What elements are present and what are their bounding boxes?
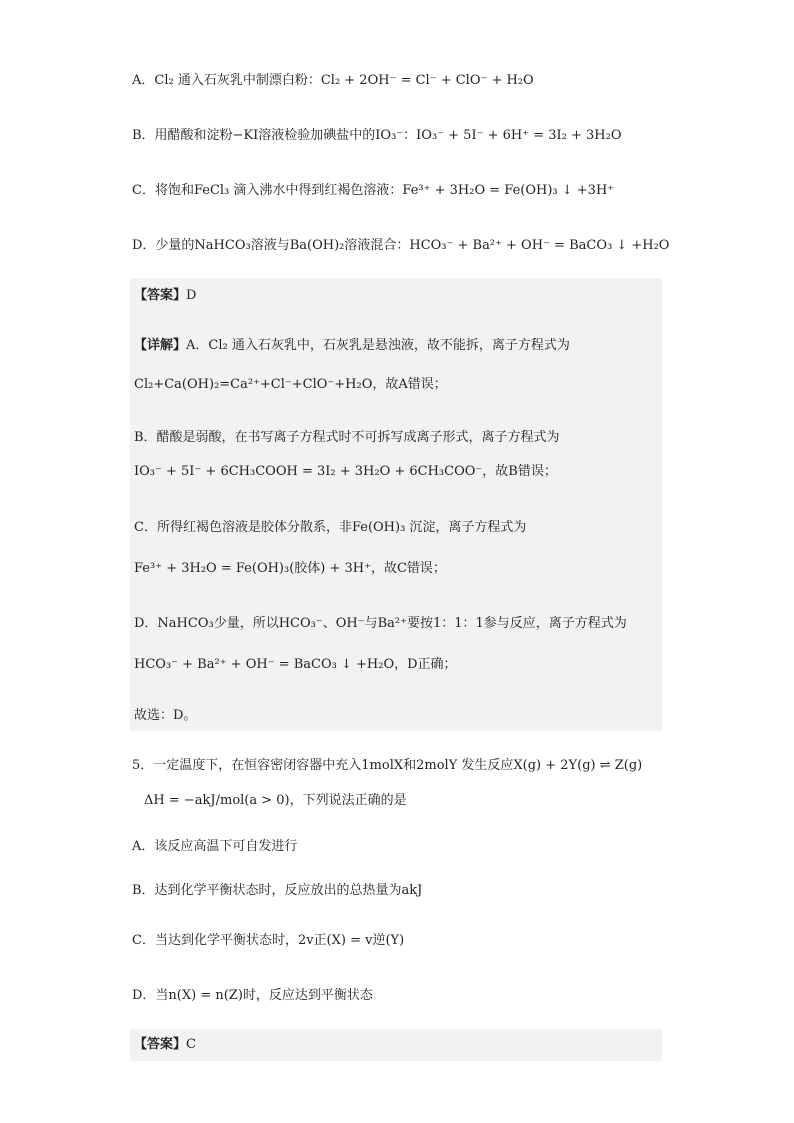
q4-option-a: A．Cl₂ 通入石灰乳中制漂白粉：Cl₂ + 2OH⁻ = Cl⁻ + ClO⁻ + H₂O bbox=[132, 73, 534, 88]
q4-answer-block bbox=[130, 278, 662, 731]
answer-value: C bbox=[186, 1037, 196, 1052]
q4-explanation-d: D．NaHCO₃少量，所以HCO₃⁻、OH⁻与Ba²⁺要按1：1：1参与反应，离子方程式为 bbox=[134, 616, 627, 631]
answer-value: D bbox=[186, 288, 197, 303]
q4-explanation-b: B．醋酸是弱酸，在书写离子方程式时不可拆写成离子形式，离子方程式为 bbox=[134, 430, 560, 445]
q5-option-b: B．达到化学平衡状态时，反应放出的总热量为akJ bbox=[132, 883, 423, 898]
q4-explanation-a-eq: Cl₂+Ca(OH)₂=Ca²⁺+Cl⁻+ClO⁻+H₂O，故A错误； bbox=[134, 377, 447, 392]
q4-option-c: C．将饱和FeCl₃ 滴入沸水中得到红褐色溶液：Fe³⁺ + 3H₂O = Fe(OH)₃ ↓ +3H⁺ bbox=[132, 183, 615, 198]
q5-option-c: C．当达到化学平衡状态时，2v正(X) = v逆(Y) bbox=[132, 933, 405, 948]
q4-option-d: D．少量的NaHCO₃溶液与Ba(OH)₂溶液混合：HCO₃⁻ + Ba²⁺ + OH⁻ = BaCO₃ ↓ +H₂O bbox=[132, 238, 670, 253]
q4-option-b: B．用醋酸和淀粉−KI溶液检验加碘盐中的IO₃⁻：IO₃⁻ + 5I⁻ + 6H⁺ = 3I₂ + 3H₂O bbox=[132, 128, 622, 143]
answer-label: 【答案】 bbox=[134, 1037, 187, 1052]
q4-explanation-b-eq: IO₃⁻ + 5I⁻ + 6CH₃COOH = 3I₂ + 3H₂O + 6CH₃COO⁻，故B错误； bbox=[134, 464, 557, 479]
q5-option-d: D．当n(X) = n(Z)时，反应达到平衡状态 bbox=[132, 988, 373, 1003]
q5-answer-block bbox=[130, 1029, 662, 1061]
explanation-label: 【详解】 bbox=[134, 338, 187, 353]
q4-explanation-c-eq: Fe³⁺ + 3H₂O = Fe(OH)₃(胶体) + 3H⁺，故C错误； bbox=[134, 561, 446, 576]
q5-stem-line2: ΔH = −akJ/mol(a > 0)，下列说法正确的是 bbox=[144, 793, 407, 808]
q5-answer bbox=[134, 1036, 196, 1054]
q4-explanation-c: C．所得红褐色溶液是胶体分散系，非Fe(OH)₃ 沉淀，离子方程式为 bbox=[134, 520, 527, 535]
q5-stem-line1: 5．一定温度下，在恒容密闭容器中充入1molX和2molY 发生反应X(g) + 2Y(g) ⇌ Z(g) bbox=[132, 758, 643, 773]
q5-option-a: A．该反应高温下可自发进行 bbox=[132, 839, 298, 854]
q4-explanation-d-eq: HCO₃⁻ + Ba²⁺ + OH⁻ = BaCO₃ ↓ +H₂O，D正确； bbox=[134, 657, 457, 672]
q4-answer bbox=[134, 287, 196, 305]
answer-label: 【答案】 bbox=[134, 288, 187, 303]
q4-explanation-a: 【详解】A．Cl₂ 通入石灰乳中，石灰乳是悬浊液，故不能拆，离子方程式为 bbox=[134, 338, 570, 353]
q4-conclusion: 故选：D。 bbox=[134, 708, 197, 723]
